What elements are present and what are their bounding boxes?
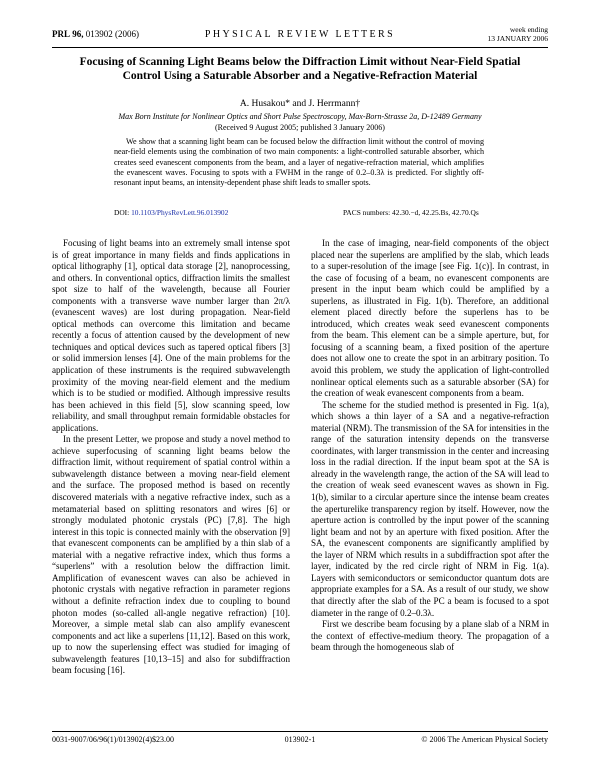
paragraph: Focusing of light beams into an extremely small intense spot is of great importance in many fields and finds applications in optical lithography [1], optical data storage [2], nanoprocessing, and others. In conventional optics, diffraction limits the smallest spot size to half of the wavelength, because all Fourier components with a transverse wave number larger than 2π/λ (evanescent waves) are lost during propagation. Near-field optical methods can overcome this limitation and became recently a focus of attention caused by the development of new techniques and optical devices such as tapered optical fibers [3] or solid immersion lenses [4]. One of the main problems for the application of these instruments is the required subwavelength proximity of the moving near-field element and the medium which is to be studied or modified. Although impressive results has been achieved in this field [5], slow scanning speed, low reliability, and small throughput remain formidable obstacles for applications. xyxy=(52,238,290,433)
body-column-right xyxy=(311,238,549,654)
week-date: 13 JANUARY 2006 xyxy=(487,34,548,43)
abstract-text: We show that a scanning light beam can be focused below the diffraction limit without the control of moving near-field elements using the combination of two main components: a light-controlled saturable absorber, which creates seed evanescent components from the beam, and a layer of negative-refraction material, which amplifies the evanescent waves. Focusing to spots with a FWHM in the range of 0.2–0.3λ is predicted. For slightly off-resonant input beams, an intensity-dependent phase shift leads to smaller spots. xyxy=(114,137,484,188)
article-number: 013902 (2006) xyxy=(85,29,139,39)
doi-link[interactable]: 10.1103/PhysRevLett.96.013902 xyxy=(131,208,229,217)
article-title: Focusing of Scanning Light Beams below the Diffraction Limit without Near-Field Spatial Control Using a Saturable Absorber and a Negative-Refraction Material xyxy=(79,56,521,82)
doi-line xyxy=(114,208,228,217)
copyright-notice: © 2006 The American Physical Society xyxy=(421,735,548,744)
paragraph: In the case of imaging, near-field components of the object placed near the superlens are amplified by the slab, which leads to a super-resolution of the image [see Fig. 1(c)]. In contrast, in the case of focusing of a beam, no evanescent components are present in the input beam which could be amplified by a superlens, as illustrated in Fig. 1(b). Therefore, an additional element placed directly before the superlens has to be introduced, which creates weak seed evanescent components from the beam. This element can be a simple aperture, but, for focusing of a scanning beam, a fixed position of the aperture does not allow one to create the spot in an arbitrary position. To avoid this problem, we study the application of light-controlled nonlinear optical elements such as a saturable absorber (SA) for the creation of weak evanescent components from a beam. xyxy=(311,238,549,399)
week-label: week ending xyxy=(509,25,548,34)
affiliation: Max Born Institute for Nonlinear Optics and Short Pulse Spectroscopy, Max-Born-Strasse 2a, D-12489 Germany xyxy=(118,112,482,121)
paragraph: First we describe beam focusing by a plane slab of a NRM in the context of effective-medium theory. The propagation of a beam through the homogeneous slab of xyxy=(311,619,549,653)
author-list: A. Husakou* and J. Herrmann† xyxy=(239,99,361,109)
header-rule xyxy=(52,47,548,48)
journal-name: PRL xyxy=(52,29,70,39)
pacs-numbers: PACS numbers: 42.30.−d, 42.25.Bs, 42.70.Qs xyxy=(343,208,479,217)
body-column-left xyxy=(52,238,290,677)
issn-code: 0031-9007/06/96(1)/013902(4)$23.00 xyxy=(52,735,174,744)
page-footer xyxy=(52,735,548,747)
paragraph: The scheme for the studied method is presented in Fig. 1(a), which shows a thin layer of a SA and a negative-refraction material (NRM). The transmission of the SA for intensities in the range of the saturation intensity depends on the transverse coordinates, with larger transmission in the center and increasing loss in the radial direction. If the input beam spot at the SA is already in the wavelength range, the action of the SA will lead to the creation of weak seed evanescent waves as shown in Fig. 1(b), similar to a circular aperture since the intense beam creates the aperturelike transparency region by itself. However, now the aperture action is controlled by the input power of the scanning light beam and not by an aperture with fixed position. After the SA, the evanescent components are significantly amplified by the layer of NRM which results in a subdiffraction spot after the layer, indicated by the red circle right of NRM in Fig. 1(a). Layers with semiconductors or semiconductor quantum dots are appropriate examples for a SA. As a result of our study, we show that directly after the slab of the PC a beam is focused to a spot diameter in the range of 0.2–0.3λ. xyxy=(311,399,549,618)
paragraph: In the present Letter, we propose and study a novel method to achieve superfocusing of scanning light beams below the diffraction limit, without requirement of spatial control within a subwavelength distance between a moving near-field element and the surface. The proposed method is based on recently discovered materials with a negative refractive index, such as a metamaterial based on splitting resonators and wires [6] or strongly modulated photonic crystals (PC) [7,8]. The high interest in this topic is connected mainly with the observation [9] that evanescent components can be amplified by a thin slab of a material with a negative refractive index, which thus forms a “superlens” with a resolution below the diffraction limit. Amplification of evanescent waves can also be achieved in photonic crystals with negative refraction in parameter regions without a definite refraction index due to coupling to bound photon modes (so-called all-angle negative refraction) [10]. Moreover, a simple metal slab can also amplify evanescent components and act like a superlens [11,12]. Based on this work, up to now the superlensing effect was studied for imaging of subwavelength features [10,13–15] and also for subdiffraction beam focusing [16]. xyxy=(52,434,290,676)
running-header xyxy=(52,25,548,45)
abstract xyxy=(114,137,484,188)
received-dates: (Received 9 August 2005; published 3 January 2006) xyxy=(215,123,385,132)
footer-rule xyxy=(52,731,548,732)
journal-volume: 96, xyxy=(72,29,84,39)
journal-title: PHYSICAL REVIEW LETTERS xyxy=(204,29,396,40)
doi-label: DOI: xyxy=(114,208,130,217)
page-number: 013902-1 xyxy=(284,735,316,744)
issue-date xyxy=(487,25,548,43)
